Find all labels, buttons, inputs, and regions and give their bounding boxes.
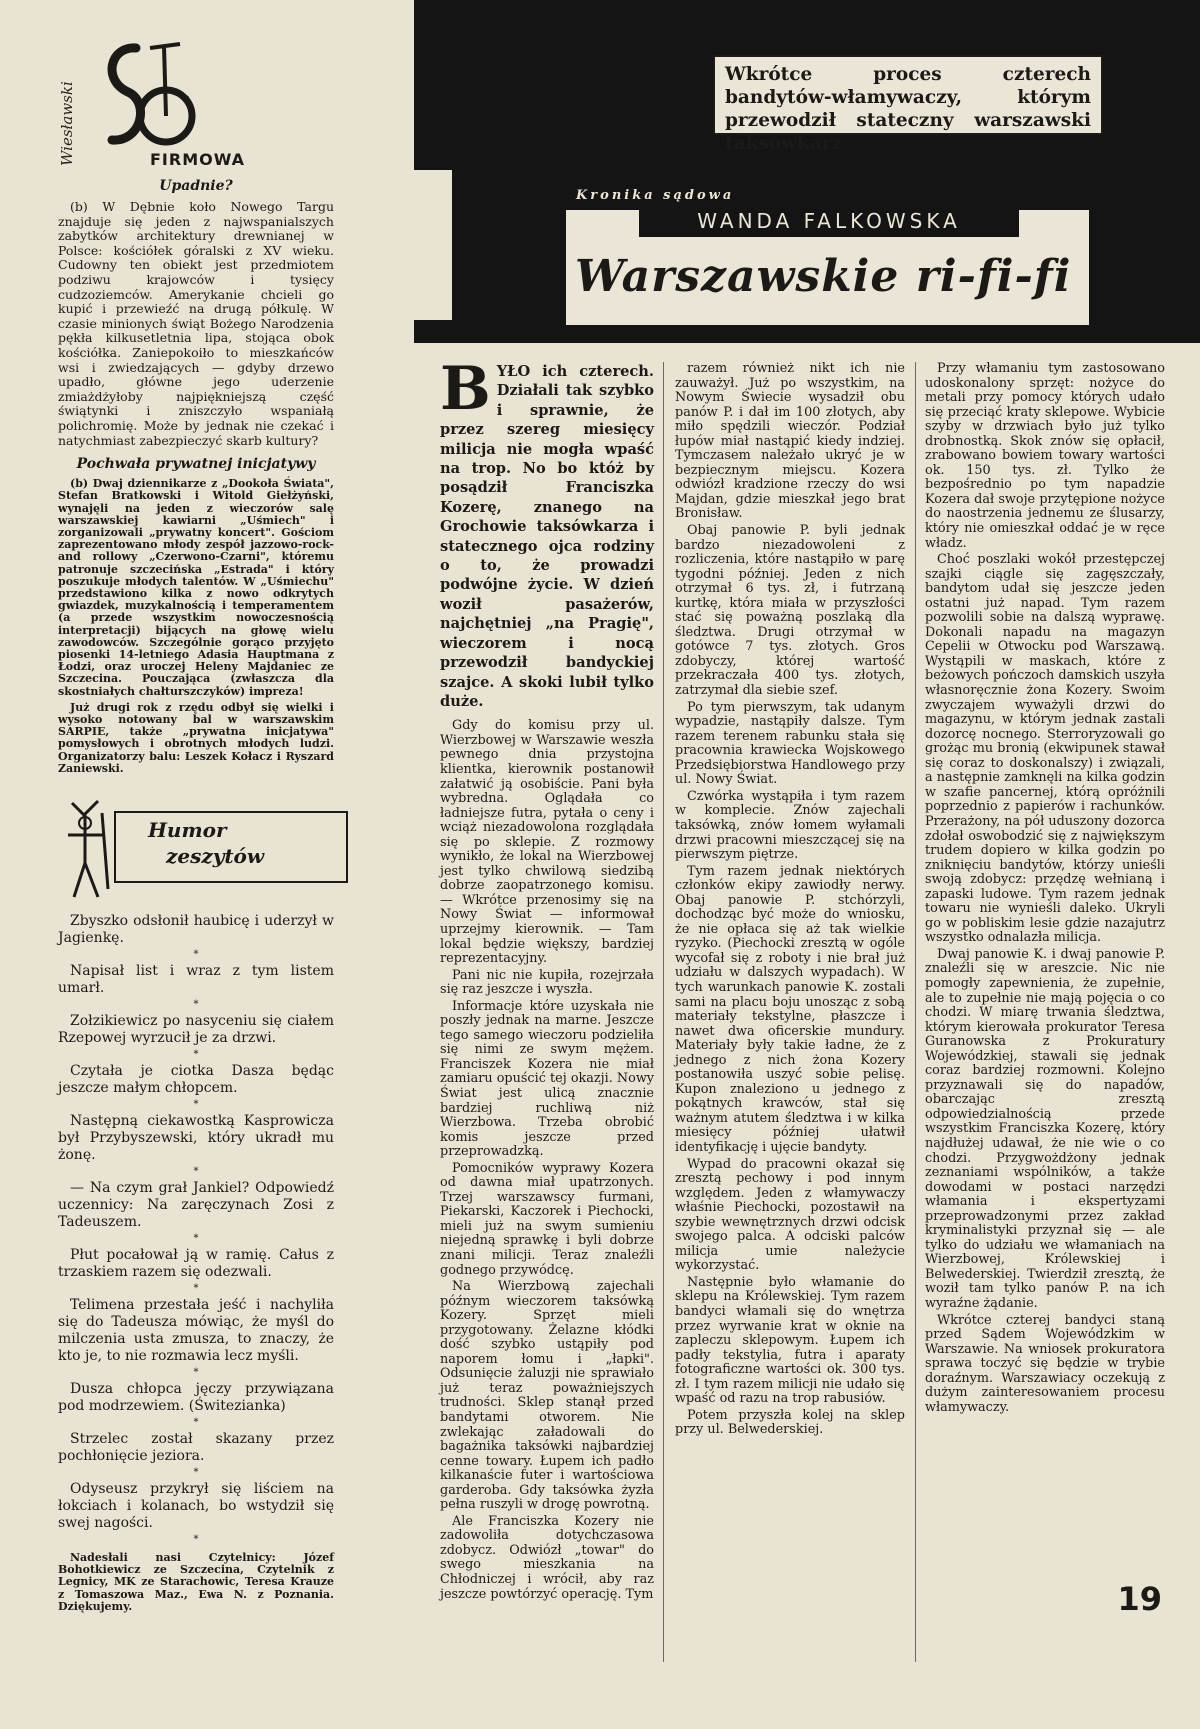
joke: — Na czym grał Jankiel? Odpowiedź uczennicy: Na zaręczynach Zosi z Tadeuszem. [58, 1179, 334, 1230]
separator-star-icon: * [193, 1416, 199, 1428]
article-title: Warszawskie ri-fi-fi [575, 251, 1072, 302]
separator-star-icon: * [193, 1366, 199, 1378]
bicycle-logo-icon [88, 40, 198, 155]
author: WANDA FALKOWSKA [639, 205, 1019, 237]
article-column-3 [925, 362, 1165, 1417]
paragraph: Przy włamaniu tym zastosowano udoskonalony sprzęt: nożyce do metali przy pomocy których udało się przeciąć kraty sklepowe. Wybicie szyby w drzwiach było już tylko drobnostką. Skok znów się opłacił, zrabowano bowiem towary wartości ok. 150 tys. zł. Tylko że bezpośrednio po tym napadzie Kozera dał swoje przytępione nożyce do naostrzenia jednemu ze ślusarzy, który nie omieszkał oddać je w ręce władz. [925, 361, 1165, 551]
paragraph: Czwórka wystąpiła i tym razem w komplecie. Znów zajechali taksówką, znów łomem wyłamali drzwi pracowni mieszczącej się na pierwszym piętrze. [675, 788, 905, 863]
page-number: 19 [1117, 1580, 1162, 1618]
paragraph: Na Wierzbową zajechali późnym wieczorem taksówką Kozery. Sprzęt mieli przygotowany. Żelazne kłódki dość szybko ustąpiły pod naporem łomu i „łapki". Odsunięcie żaluzji nie sprawiało już teraz poważniejszych trudności. Sklep stanął przed bandytami otworem. Nie zwlekając załadowali do bagażnika taksówki najbardziej cenne towary. Łupem ich padło kilkanaście futer i wartościowa garderoba. Gdy taksówka żyzła pełna ruszyli w drogę powrotną. [440, 1279, 654, 1513]
paragraph: Wypad do pracowni okazał się zresztą pechowy i pod innym względem. Jeden z włamywaczy właśnie Piechocki, pozostawił na szybie wewnętrznych drzwi odcisk swojego palca. A odciski palców milicja umie należycie wykorzystać. [675, 1156, 905, 1274]
separator-star-icon: * [193, 1533, 199, 1545]
article-column-1 [440, 354, 654, 1604]
column-text [440, 719, 654, 1602]
joke: Płut pocałował ją w ramię. Całus z trzaskiem razem się odezwali. [58, 1246, 334, 1280]
joke: Zołzikiewicz po nasyceniu się ciałem Rzepowej wyrzucił je za drzwi. [58, 1012, 334, 1046]
separator-star-icon: * [193, 1466, 199, 1478]
article-column-2 [675, 362, 905, 1440]
joke: Dusza chłopca jęczy przywiązana pod modrzewiem. (Świtezianka) [58, 1380, 334, 1414]
humor-header [58, 793, 334, 901]
column-text [925, 362, 1165, 1415]
joke: Telimena przestała jeść i nachyliła się do Tadeusza mówiąc, że myśl do milczenia usta zmusza, to znaczy, że kto je, to nie rozmawia lecz myśli. [58, 1296, 334, 1364]
logo-word: FIRMOWA [150, 150, 246, 169]
credits: Nadesłali nasi Czytelnicy: Józef Bohotkiewicz ze Szczecina, Czytelnik z Legnicy, MK ze Starachowic, Teresa Krauze z Tomaszowa Maz., Ewa N. z Poznania. Dziękujemy. [58, 1550, 334, 1613]
header-notch [414, 170, 452, 320]
paragraph: Po tym pierwszym, tak udanym wypadzie, nastąpiły dalsze. Tym razem terenem rabunku stała się pracownia krawiecka Wojskowego Przedsiębiorstwa Handlowego przy ul. Nowy Świat. [675, 699, 905, 788]
paragraph: Wkrótce czterej bandyci staną przed Sądem Wojewódzkim w Warszawie. Na wniosek prokuratora sprawa toczyć się będzie w trybie doraźnym. Warszawiacy oczekują z dużym zainteresowaniem procesu włamywaczy. [925, 1312, 1165, 1415]
section-text: (b) W Dębnie koło Nowego Targu znajduje się jeden z najwspanialszych zabytków architektury drewnianej w Polsce: kościółek góralski z XV wieku. Cudowny ten obiekt jest przedmiotem podziwu krajowców i tysięcy cudzoziemców. Amerykanie chcieli go kupić i przewieźć na drugą półkulę. W czasie minionych świąt Bożego Narodzenia pękła kilkusetletnia lipa, stojąca obok kościółka. Zaniepokoiło to mieszkańców wsi i zwiedzających — gdyby drzewo upadło, główne jego uderzenie zmiażdżyłoby najpiękniejszą część świątynki i zniszczyło wspaniałą polichromię. Może by jednak nie czekać i natychmiast zabezpieczyć skarb kultury? [58, 199, 334, 448]
separator-star-icon: * [193, 948, 199, 960]
dropcap: B [440, 354, 491, 424]
paragraph: Potem przyszła kolej na sklep przy ul. Belwederskiej. [675, 1407, 905, 1438]
separator-star-icon: * [193, 1232, 199, 1244]
column-rule [663, 362, 664, 1662]
joke: Odyseusz przykrył się liściem na łokciach i kolanach, bo wstydził się swej nagości. [58, 1480, 334, 1531]
rubric: Kronika sądowa [576, 188, 735, 203]
column-rule [915, 362, 916, 1662]
separator-star-icon: * [193, 1048, 199, 1060]
column-logo [58, 40, 334, 170]
jokes-list [58, 913, 334, 1546]
logo-signature: Wiesławski [58, 81, 76, 166]
section-heading: Upadnie? [159, 178, 233, 194]
paragraph: Gdy do komisu przy ul. Wierzbowej w Warszawie weszła pewnego dnia przystojna klientka, kierownik postanowił załatwić ją osobiście. Pani była wybredna. Oglądała co ładniejsze futra, pytała o ceny i wciąż niezadowolona rozglądała się po sklepie. Z rozmowy wynikło, że lokal na Wierzbowej jest tylko chwilową siedzibą dobrze zaopatrzonego komisu. — Wkrótce przenosimy się na Nowy Świat — informował uprzejmy kierownik. — Tam lokal będzie większy, bardziej reprezentacyjny. [440, 718, 654, 967]
paragraph: Obaj panowie P. byli jednak bardzo niezadowoleni z rozliczenia, które nastąpiło w parę tygodni później. Jeden z nich otrzymał 6 tys. zł, i futrzaną kurtkę, która miała w przyszłości stać się poważną poszlaką dla śledztwa. Drugi otrzymał w gotówce 7 tys. złotych. Gros zdobyczy, której wartość przekraczała 400 tys. złotych, zatrzymał dla siebie szef. [675, 523, 905, 699]
paragraph: Dwaj panowie K. i dwaj panowie P. znaleźli się w areszcie. Nic nie pomogły zapewnienia, że zupełnie, ale to zupełnie nie mają pojęcia o co chodzi. W miarę trwania śledztwa, którym kierowała prokurator Teresa Guranowska z Prokuratury Wojewódzkiej, stawali się jednak coraz bardziej rozmowni. Kolejno przyznawali się do napadów, obarczając zresztą odpowiedzialnością przede wszystkim Franciszka Kozerę, który najdłużej udawał, że nie wie o co chodzi. Przygwożdżony jednak zeznaniami wspólników, a także dowodami w postaci narzędzi włamania i ekspertyzami przeprowadzonymi przez zakład kryminalistyki przyznał się — ale tylko do udziału we włamaniach na Wierzbowej, Królewskiej i Belwederskiej. Twierdził zresztą, że woził tam tylko panów P. na ich wyraźne żądanie. [925, 946, 1165, 1311]
separator-star-icon: * [193, 998, 199, 1010]
section-heading: Pochwała prywatnej inicjatywy [76, 456, 316, 473]
separator-star-icon: * [193, 1282, 199, 1294]
paragraph: Pomocników wyprawy Kozera od dawna miał upatrzonych. Trzej warszawscy furmani, Piekarski, Kaczorek i Piechocki, mieli już na swym sumieniu niejedną sprawkę i byli dobrze znani milicji. Teraz znaleźli godnego przywódcę. [440, 1160, 654, 1278]
paragraph: Choć poszlaki wokół przestępczej szajki ciągle się zagęszczały, bandytom udał się jeszcze jeden ostatni już napad. Tym razem pozwolili sobie na dalszą wyprawę. Dokonali napadu na magazyn Cepelii w Otwocku pod Warszawą. Wystąpili w maskach, które z beżowych pończoch damskich uszyła własnoręcznie żona Kozery. Swoim zwyczajem wyważyli drzwi do magazynu, w którym jednak zastali dozorcę nocnego. Sterroryzowali go grożąc mu bronią (ekwipunek stawał się coraz to doskonalszy) i związali, a następnie zamknęli na kilka godzin w szafie pancernej, którą opróżnili poprzednio z papierów i rachunków. Przerażony, na pół uduszony dozorca zdołał oswobodzić się z największym trudem dopiero w kilka godzin po zniknięciu bandytów, którzy unieśli swoją zdobycz: przędzę wełnianą i zapaski ludowe. Tym razem jednak towaru nie wynieśli daleko. Ukryli go w pobliskim lesie gdzie nazajutrz wszystko odnalazła milicja. [925, 552, 1165, 946]
paragraph: Ale Franciszka Kozery nie zadowoliła dotychczasowa zdobycz. Odwiózł „towar" do swego mieszkania na Chłodniczej i wrócił, aby raz jeszcze powtórzyć operację. Tym [440, 1513, 654, 1602]
joke: Napisał list i wraz z tym listem umarł. [58, 962, 334, 996]
joke: Strzelec został skazany przez pochłonięcie jeziora. [58, 1430, 334, 1464]
separator-star-icon: * [193, 1165, 199, 1177]
joke: Następną ciekawostką Kasprowicza był Przybyszewski, który ukradł mu żonę. [58, 1112, 334, 1163]
paragraph: Następnie było włamanie do sklepu na Królewskiej. Tym razem bandyci włamali się do wnętrza przez wyrwanie krat w oknie na zapleczu sklepowym. Łupem ich padły tekstylia, futra i aparaty fotograficzne wartości ok. 300 tys. zł. I tym razem milicji nie udało się wpaść od razu na trop rabusiów. [675, 1274, 905, 1407]
column-text [675, 362, 905, 1438]
paragraph: Tym razem jednak niektórych członków ekipy zawiodły nerwy. Obaj panowie P. stchórzyli, dochodząc być może do wniosku, że nie opłaca się aż tak wielkie ryzyko. (Piechocki zresztą w ogóle wycofał się z roboty i nie brał już udziału w dalszych wypadach). W tych warunkach panowie K. zostali sami na placu boju unosząc z sobą materiały tekstylne, płaszcze i nawet dwa oficerskie mundury. Materiały były takie ładne, że z jednego z nich żona Kozery postanowiła uszyć sobie pelisę. Kupon znaleziono u jednego z pokątnych krawców, stał się ważnym atutem śledztwa i w kilka miesięcy później ułatwił identyfikację i ujęcie bandyty. [675, 863, 905, 1155]
section-text-extra: Już drugi rok z rzędu odbył się wielki i wysoko notowany bal w warszawskim SARPIE, także „prywatna inicjatywa" pomysłowych i obrotnych młodych ludzi. Organizatorzy balu: Leszek Kołacz i Ryszard Zaniewski. [58, 700, 334, 775]
lead: BYŁO ich czterech. Działali tak szybko i sprawnie, że przez szereg miesięcy milicja nie mogła wpaść na trop. No bo któż by posądził Franciszka Kozerę, znanego na Grochowie taksówkarza i statecznego ojca rodziny o to, że prowadzi podwójne życie. W dzień woził pasażerów, najchętniej „na Pragię", wieczorem i nocą przewodził bandyckiej szajce. A skoki lubił tylko duże. [440, 354, 654, 710]
separator-star-icon: * [193, 1098, 199, 1110]
humor-title: Humor zeszytów [148, 817, 265, 868]
joke: Zbyszko odsłonił haubicę i uderzył w Jagienkę. [58, 912, 334, 946]
joke: Czytała je ciotka Dasza będąc jeszcze małym chłopcem. [58, 1062, 334, 1096]
headline: Wkrótce proces czterech bandytów-włamywaczy, którym przewodził stateczny warszawski taksówkarz [713, 55, 1103, 135]
paragraph: razem również nikt ich nie zauważył. Już po wszystkim, na Nowym Świecie wysadził obu panów P. i dał im 100 złotych, aby miło spędzili wieczór. Podział łupów miał nastąpić kiedy indziej. Tymczasem należało ukryć je w bezpiecznym miejscu. Kozera odwiózł kradzione rzeczy do wsi Majdan, gdzie mieszkał jego brat Bronisław. [675, 361, 905, 522]
paragraph: Pani nic nie kupiła, rozejrzała się raz jeszcze i wyszła. [440, 967, 654, 998]
left-column [58, 40, 334, 1617]
section-text: (b) Dwaj dziennikarze z „Dookoła Świata", Stefan Bratkowski i Witold Giełżyński, wynajęli na jeden z wieczorów salę warszawskiej kawiarni „Uśmiech" i zorganizowali „prywatny koncert". Gościom zaprezentowano młody zespół jazzowo-rock-and rollowy „Czerwono-Czarni", któremu patronuje szczecińska „Estrada" i który poszukuje młodych talentów. W „Uśmiechu" przedstawiono kilka z nowo odkrytych gwiazdek, muzykalnością i temperamentem (a przede wszystkim nowoczesnością interpretacji) bijących na głowę wielu zawodowców. Szczególnie gorąco przyjęto piosenki 14-letniego Adasia Hauptmana z Łodzi, oraz uroczej Heleny Majdaniec ze Szczecina. Pouczająca (zwłaszcza dla skostniałych chałturszczyków) impreza! [58, 477, 334, 698]
paragraph: Informacje które uzyskała nie poszły jednak na marne. Jeszcze tego samego wieczoru podzieliła się nimi ze swym mężem. Franciszek Kozera nie miał zamiaru opuścić tej okazji. Nowy Świat jest ulicą znacznie bardziej ruchliwą niż Wierzbowa. Trzeba obrobić komis jeszcze przed przeprowadzką. [440, 998, 654, 1160]
